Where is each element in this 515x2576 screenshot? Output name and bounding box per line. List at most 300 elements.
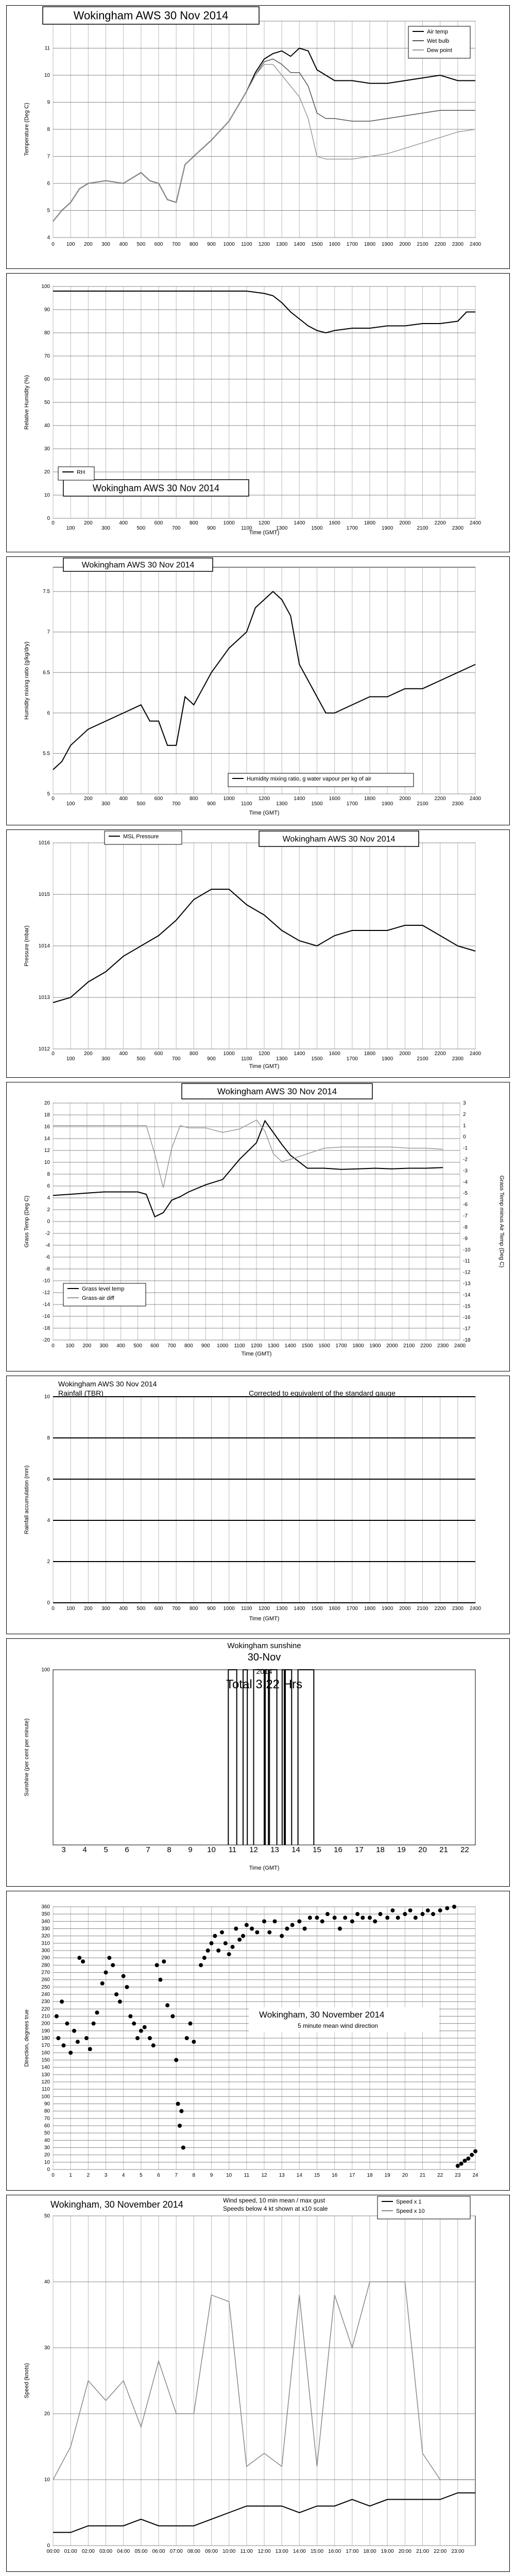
x-tick-label: 4 [82, 1845, 87, 1854]
y-tick-label: 140 [41, 2064, 50, 2071]
chart-title: Wokingham AWS 30 Nov 2014 [58, 1380, 157, 1388]
x-tick-label: 00:00 [46, 2549, 60, 2554]
x-tick-label: 2400 [469, 1051, 482, 1057]
x-tick-label: 0 [52, 796, 55, 802]
scatter-point [155, 1963, 159, 1967]
scatter-point [62, 2043, 66, 2047]
scatter-point [408, 1908, 413, 1912]
x-tick-label: 1100 [241, 801, 252, 807]
x-tick-label: 21 [419, 2173, 426, 2178]
x-tick-label: 1900 [369, 1343, 381, 1349]
x-tick-label: 100 [65, 1343, 75, 1349]
sunshine-bar [285, 1670, 291, 1845]
y-tick-label: 360 [41, 1904, 50, 1910]
x-tick-label: 2400 [469, 796, 482, 802]
x-tick-label: 1 [69, 2173, 72, 2178]
y-tick-label: 6.5 [43, 670, 50, 676]
scatter-point [114, 1992, 118, 1996]
x-tick-label: 800 [189, 1051, 198, 1057]
x-tick-label: 1300 [267, 1343, 280, 1349]
scatter-point [396, 1916, 400, 1920]
y-tick-label: 5.5 [43, 751, 50, 757]
y-tick-label: 100 [41, 284, 50, 290]
x-tick-label: 200 [83, 1606, 93, 1612]
y-tick-label: 80 [44, 330, 50, 336]
y-tick-label: -14 [42, 1302, 50, 1308]
x-tick-label: 2300 [452, 1606, 464, 1612]
y-tick-label: 18 [44, 1112, 50, 1118]
x-tick-label: 10:00 [222, 2549, 236, 2554]
y-tick-label: 1014 [38, 943, 50, 949]
x-tick-label: 20:00 [398, 2549, 411, 2554]
y-tick-label: 5 [47, 791, 50, 797]
y-tick-label: 150 [41, 2057, 50, 2063]
y2-tick-label: 0 [463, 1134, 466, 1140]
y-tick-label: 1015 [38, 892, 50, 897]
x-tick-label: 2300 [452, 526, 464, 531]
x-tick-label: 23 [455, 2173, 461, 2178]
x-tick-label: 0 [52, 1051, 55, 1057]
chart-title: Wokingham sunshine [227, 1641, 301, 1650]
x-tick-label: 800 [184, 1343, 193, 1349]
scatter-point [343, 1916, 347, 1920]
x-tick-label: 200 [83, 796, 93, 802]
chart-title: Wokingham, 30 November 2014 [259, 2010, 385, 2020]
x-tick-label: 1900 [382, 242, 393, 247]
scatter-point [122, 1974, 126, 1978]
sunshine-bar [269, 1670, 277, 1845]
y-tick-label: 10 [44, 1394, 50, 1400]
wind-direction-chart-panel [6, 1891, 510, 2191]
chart-title: Wokingham, 30 November 2014 [50, 2199, 183, 2210]
legend-label: RH [77, 469, 85, 476]
y-tick-label: 6 [47, 1477, 50, 1482]
y-tick-label: 9 [47, 99, 50, 106]
y-tick-label: 40 [44, 423, 50, 429]
legend-label: MSL Pressure [123, 834, 159, 840]
scatter-point [81, 1959, 85, 1963]
x-tick-label: 1300 [276, 801, 288, 807]
x-tick-label: 13:00 [275, 2549, 288, 2554]
scatter-point [162, 1959, 166, 1963]
scatter-point [421, 1912, 425, 1916]
y-tick-label: 7.5 [43, 589, 50, 595]
scatter-point [210, 1941, 214, 1945]
x-tick-label: 19 [384, 2173, 390, 2178]
y-tick-label: 0 [47, 1219, 50, 1225]
chart-subtitle: 5 minute mean wind direction [298, 2022, 379, 2029]
y-tick-label: 270 [41, 1970, 50, 1976]
x-tick-label: 7 [175, 2173, 178, 2178]
series-line-1 [53, 1120, 443, 1188]
x-tick-label: 200 [83, 1051, 93, 1057]
scatter-point [350, 1919, 354, 1923]
scatter-point [470, 2153, 474, 2157]
x-tick-label: 600 [154, 1606, 163, 1612]
x-tick-label: 2100 [417, 526, 428, 531]
series-line-0 [53, 1121, 443, 1217]
y-tick-label: 340 [41, 1919, 50, 1925]
chart-annotation: Corrected to equivalent of the standard gauge [249, 1389, 396, 1397]
scatter-point [414, 1916, 418, 1920]
y2-tick-label: -13 [463, 1281, 471, 1287]
scatter-point [84, 2036, 89, 2040]
scatter-point [224, 1941, 228, 1945]
x-tick-label: 02:00 [81, 2549, 95, 2554]
x-tick-label: 1800 [352, 1343, 364, 1349]
y-tick-label: 5 [47, 208, 50, 214]
x-tick-label: 2100 [417, 1606, 428, 1612]
y-tick-label: -10 [42, 1278, 50, 1284]
scatter-point [459, 2162, 464, 2166]
x-tick-label: 01:00 [64, 2549, 77, 2554]
x-tick-label: 1200 [258, 1606, 270, 1612]
y-tick-label: 320 [41, 1933, 50, 1939]
chart-subtitle: Wind speed, 10 min mean / max gust [223, 2197, 325, 2204]
x-tick-label: 300 [101, 242, 110, 247]
x-tick-label: 09:00 [204, 2549, 218, 2554]
x-tick-label: 1400 [294, 520, 305, 526]
y-tick-label: 10 [44, 2159, 50, 2165]
relative-humidity-chart [7, 274, 509, 552]
x-tick-label: 1700 [346, 801, 358, 807]
scatter-point [445, 1906, 449, 1910]
legend-label: Grass-air diff [82, 1295, 114, 1301]
y-tick-label: 100 [41, 1667, 50, 1673]
y2-tick-label: -10 [463, 1247, 471, 1253]
x-tick-label: 2000 [386, 1343, 398, 1349]
x-tick-label: 9 [210, 2173, 213, 2178]
x-axis-label: Time (GMT) [249, 1616, 280, 1622]
x-tick-label: 1900 [382, 526, 393, 531]
scatter-point [250, 1927, 254, 1931]
scatter-point [188, 2022, 193, 2026]
y-tick-label: 1012 [38, 1046, 50, 1052]
x-tick-label: 700 [167, 1343, 176, 1349]
y-tick-label: 280 [41, 1962, 50, 1969]
scatter-point [76, 2040, 80, 2044]
x-tick-label: 300 [101, 1606, 110, 1612]
x-tick-label: 900 [207, 1606, 216, 1612]
x-tick-label: 13 [279, 2173, 285, 2178]
x-tick-label: 200 [82, 1343, 92, 1349]
x-tick-label: 12 [249, 1845, 258, 1854]
y-tick-label: 7 [47, 154, 50, 160]
scatter-point [245, 1923, 249, 1927]
x-tick-label: 1500 [301, 1343, 313, 1349]
scatter-point [92, 2022, 96, 2026]
y2-tick-label: 3 [463, 1100, 466, 1106]
x-tick-label: 2200 [434, 1606, 446, 1612]
sunshine-chart-panel [6, 1638, 510, 1887]
x-tick-label: 1800 [364, 1606, 376, 1612]
scatter-point [143, 2025, 147, 2029]
x-tick-label: 1800 [364, 520, 376, 526]
scatter-point [403, 1912, 407, 1916]
y-tick-label: 8 [47, 1172, 50, 1177]
x-tick-label: 1200 [258, 1051, 270, 1057]
y-tick-label: 50 [44, 400, 50, 405]
y-axis-label: Relative Humidity (%) [24, 375, 30, 430]
scatter-point [60, 1999, 64, 2004]
scatter-point [466, 2157, 470, 2161]
x-tick-label: 300 [101, 526, 110, 531]
x-tick-label: 800 [189, 796, 198, 802]
scatter-point [303, 1927, 307, 1931]
scatter-point [273, 1919, 277, 1923]
x-tick-label: 18 [367, 2173, 373, 2178]
x-tick-label: 1000 [223, 796, 235, 802]
scatter-point [241, 1934, 245, 1938]
scatter-point [213, 1934, 217, 1938]
x-tick-label: 500 [136, 1606, 146, 1612]
legend-label: Wet bulb [427, 38, 450, 44]
chart-subtitle: Rainfall (TBR) [58, 1389, 104, 1397]
x-tick-label: 06:00 [152, 2549, 165, 2554]
x-tick-label: 14 [296, 2173, 302, 2178]
y-tick-label: 250 [41, 1984, 50, 1990]
scatter-point [262, 1919, 266, 1923]
y-tick-label: 2 [47, 1207, 50, 1213]
x-tick-label: 100 [66, 242, 75, 247]
x-tick-label: 400 [119, 796, 128, 802]
x-tick-label: 0 [52, 1606, 55, 1612]
y-tick-label: 0 [47, 516, 50, 521]
y-tick-label: 10 [44, 73, 50, 78]
scatter-point [463, 2159, 467, 2163]
y-tick-label: -8 [45, 1266, 50, 1272]
y-tick-label: 1016 [38, 840, 50, 846]
x-tick-label: 04:00 [117, 2549, 130, 2554]
y-axis-label: Humidity mixing ratio (g/kg/dry) [24, 641, 30, 720]
y-tick-label: -20 [42, 1337, 50, 1343]
x-tick-label: 1100 [241, 1606, 252, 1612]
scatter-point [111, 1963, 115, 1967]
x-tick-label: 5 [104, 1845, 108, 1854]
scatter-point [176, 2102, 180, 2106]
scatter-point [199, 1963, 203, 1967]
x-tick-label: 16 [334, 1845, 342, 1854]
x-tick-label: 21 [439, 1845, 448, 1854]
scatter-point [151, 2043, 156, 2047]
scatter-point [234, 1927, 238, 1931]
legend-label: Speed x 1 [396, 2199, 422, 2205]
temperature-chart [7, 6, 509, 268]
x-tick-label: 23:00 [451, 2549, 465, 2554]
x-tick-label: 0 [52, 242, 55, 247]
y-tick-label: 100 [41, 2094, 50, 2100]
scatter-point [178, 2124, 182, 2128]
y-tick-label: 20 [44, 2411, 50, 2417]
x-tick-label: 1400 [284, 1343, 296, 1349]
y-tick-label: 40 [44, 2279, 50, 2285]
x-tick-label: 600 [154, 242, 163, 247]
y-tick-label: 6 [47, 181, 50, 187]
x-tick-label: 1400 [294, 1606, 305, 1612]
x-tick-label: 1500 [311, 801, 323, 807]
rainfall-chart [7, 1376, 509, 1634]
y-tick-label: 20 [44, 1100, 50, 1106]
scatter-point [297, 1919, 301, 1923]
x-axis-label: Time (GMT) [249, 530, 280, 536]
y2-tick-label: -14 [463, 1292, 471, 1298]
scatter-point [385, 1916, 389, 1920]
x-tick-label: 300 [101, 801, 110, 807]
x-tick-label: 12 [261, 2173, 267, 2178]
x-tick-label: 1100 [234, 1343, 245, 1349]
x-tick-label: 2300 [452, 1056, 464, 1062]
x-tick-label: 1500 [311, 1056, 323, 1062]
x-tick-label: 16:00 [328, 2549, 341, 2554]
y2-tick-label: -7 [463, 1213, 468, 1219]
y-tick-label: 260 [41, 1977, 50, 1983]
scatter-point [373, 1919, 377, 1923]
scatter-point [473, 2149, 477, 2154]
x-tick-label: 1000 [223, 520, 235, 526]
scatter-point [65, 2022, 69, 2026]
x-tick-label: 800 [189, 520, 198, 526]
x-tick-label: 1300 [276, 1056, 288, 1062]
x-tick-label: 600 [154, 1051, 163, 1057]
x-tick-label: 600 [154, 796, 163, 802]
y-tick-label: 50 [44, 2130, 50, 2137]
scatter-point [88, 2047, 92, 2051]
y-tick-label: 210 [41, 2013, 50, 2020]
x-tick-label: 0 [52, 2173, 55, 2178]
x-tick-label: 4 [122, 2173, 125, 2178]
scatter-point [338, 1927, 342, 1931]
x-tick-label: 18 [376, 1845, 385, 1854]
scatter-point [360, 1916, 365, 1920]
x-tick-label: 1000 [223, 1606, 235, 1612]
x-tick-label: 100 [66, 1606, 75, 1612]
x-tick-label: 7 [146, 1845, 150, 1854]
scatter-point [255, 1930, 259, 1935]
y-tick-label: 60 [44, 2123, 50, 2129]
y-axis-label: Sunshine (per cent per minute) [24, 1718, 30, 1797]
x-tick-label: 900 [207, 242, 216, 247]
x-tick-label: 100 [66, 1056, 75, 1062]
scatter-point [192, 2040, 196, 2044]
x-tick-label: 700 [171, 1056, 181, 1062]
sunshine-year: 2014 [256, 1667, 272, 1675]
x-tick-label: 18:00 [363, 2549, 376, 2554]
wind-speed-chart-panel [6, 2195, 510, 2572]
x-tick-label: 8 [167, 1845, 171, 1854]
x-tick-label: 20 [402, 2173, 408, 2178]
scatter-point [55, 2014, 59, 2019]
y-tick-label: 40 [44, 2138, 50, 2144]
y-tick-label: 1013 [38, 995, 50, 1001]
x-tick-label: 2300 [452, 242, 464, 247]
x-tick-label: 500 [136, 526, 146, 531]
x-tick-label: 400 [116, 1343, 126, 1349]
x-tick-label: 1400 [294, 242, 305, 247]
scatter-point [426, 1908, 430, 1912]
x-tick-label: 2100 [403, 1343, 415, 1349]
y-tick-label: 70 [44, 353, 50, 359]
chart-title: Wokingham AWS 30 Nov 2014 [217, 1086, 337, 1096]
sunshine-bar [243, 1670, 247, 1845]
y-tick-label: 20 [44, 2152, 50, 2158]
y-tick-label: 10 [44, 1160, 50, 1165]
x-tick-label: 100 [66, 526, 75, 531]
x-tick-label: 2400 [469, 242, 482, 247]
scatter-point [452, 1905, 456, 1909]
y2-tick-label: -4 [463, 1179, 468, 1185]
x-tick-label: 15 [313, 1845, 321, 1854]
x-tick-label: 17:00 [346, 2549, 359, 2554]
x-tick-label: 2200 [420, 1343, 432, 1349]
x-tick-label: 2000 [399, 796, 411, 802]
x-tick-label: 22 [437, 2173, 443, 2178]
x-tick-label: 13 [270, 1845, 279, 1854]
scatter-point [165, 2003, 169, 2007]
x-tick-label: 05:00 [134, 2549, 148, 2554]
x-axis-label: Time (GMT) [249, 810, 280, 816]
chart-title: Wokingham AWS 30 Nov 2014 [92, 483, 220, 494]
x-tick-label: 17 [355, 1845, 364, 1854]
x-tick-label: 17 [349, 2173, 355, 2178]
y-tick-label: 220 [41, 2006, 50, 2012]
y2-tick-label: -9 [463, 1235, 468, 1242]
x-tick-label: 1000 [223, 242, 235, 247]
legend-label: Humidity mixing ratio, g water vapour per kg of air [247, 776, 372, 782]
y2-tick-label: -6 [463, 1202, 468, 1208]
y-tick-label: 50 [44, 2213, 50, 2219]
x-tick-label: 15 [314, 2173, 320, 2178]
x-tick-label: 700 [171, 526, 181, 531]
scatter-point [181, 2146, 185, 2150]
x-tick-label: 1600 [329, 242, 340, 247]
x-tick-label: 11:00 [240, 2549, 253, 2554]
y-tick-label: 180 [41, 2036, 50, 2041]
legend-label: Grass level temp [82, 1286, 125, 1292]
x-tick-label: 1900 [382, 1606, 393, 1612]
scatter-point [220, 1930, 224, 1935]
x-tick-label: 2200 [434, 1051, 446, 1057]
y-tick-label: 190 [41, 2028, 50, 2034]
scatter-point [227, 1952, 231, 1956]
y-tick-label: 240 [41, 1992, 50, 1997]
scatter-point [325, 1912, 330, 1916]
scatter-point [104, 1971, 108, 1975]
x-axis-label: Time (GMT) [241, 1351, 272, 1357]
y-tick-label: 170 [41, 2043, 50, 2049]
x-tick-label: 900 [201, 1343, 210, 1349]
x-tick-label: 2100 [417, 242, 428, 247]
sunshine-bar [254, 1670, 265, 1845]
x-tick-label: 1400 [294, 1051, 305, 1057]
scatter-point [216, 1948, 220, 1953]
y-tick-label: 20 [44, 469, 50, 475]
scatter-point [100, 1981, 105, 1986]
x-tick-label: 2 [87, 2173, 90, 2178]
y-tick-label: 6 [47, 1183, 50, 1189]
x-tick-label: 1200 [250, 1343, 263, 1349]
y-axis-label: Temperature (Deg C) [24, 103, 30, 156]
x-tick-label: 11 [244, 2173, 250, 2178]
scatter-point [56, 2036, 60, 2040]
x-tick-label: 1000 [223, 1051, 235, 1057]
y-tick-label: 200 [41, 2021, 50, 2027]
scatter-point [285, 1927, 289, 1931]
x-tick-label: 2400 [469, 1606, 482, 1612]
x-tick-label: 100 [66, 801, 75, 807]
x-tick-label: 1600 [318, 1343, 330, 1349]
scatter-point [308, 1916, 312, 1920]
y2-tick-label: -17 [463, 1326, 471, 1332]
